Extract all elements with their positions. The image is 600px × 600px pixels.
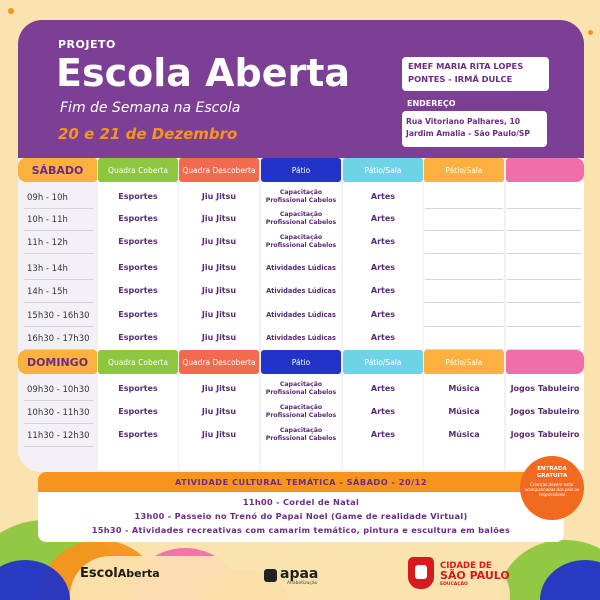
school-name-line: EMEF MARIA RITA LOPES <box>408 61 524 71</box>
activity-cell: Artes <box>370 263 396 272</box>
time-slot: 14h - 15h <box>27 287 68 297</box>
apaa-logo: apaa <box>280 566 319 582</box>
time-slot: 11h - 12h <box>27 238 68 248</box>
address-line: Jardim Amalia - São Paulo/SP <box>406 129 530 138</box>
activity-cell: Artes <box>370 286 396 295</box>
activity-cell: Artes <box>370 214 396 223</box>
activity-cell: Jiu Jitsu <box>201 430 237 439</box>
row-divider <box>24 423 94 424</box>
row-divider <box>507 208 581 209</box>
activity-cell: Música <box>448 407 480 416</box>
activity-cell: Esportes <box>118 214 158 223</box>
row-divider <box>507 253 581 254</box>
cultural-header: ATIVIDADE CULTURAL TEMÁTICA - SÁBADO - 20/12 <box>38 472 564 492</box>
row-divider <box>507 302 581 303</box>
logo-text: Escol <box>80 566 118 581</box>
decor-dot <box>8 8 14 14</box>
city-seal-icon <box>408 557 434 589</box>
row-divider <box>425 302 503 303</box>
activity-cell: Esportes <box>118 384 158 393</box>
activity-cell: Esportes <box>118 333 158 342</box>
activity-cell: Esportes <box>118 286 158 295</box>
school-name-line: PONTES - IRMÃ DULCE <box>408 74 513 84</box>
apaa-subtitle: Alfabetização <box>287 581 318 586</box>
free-entry-badge <box>520 456 584 520</box>
row-divider <box>507 326 581 327</box>
time-slot: 11h30 - 12h30 <box>27 431 90 441</box>
row-divider <box>24 208 94 209</box>
project-label: PROJETO <box>58 38 116 51</box>
activity-cell: Jogos Tabuleiro <box>510 384 580 393</box>
badge-note: Crianças devem estar acompanhadas dos pais ou responsáveis <box>524 482 580 497</box>
activity-cell: Jogos Tabuleiro <box>510 430 580 439</box>
activity-cell: Artes <box>370 407 396 416</box>
activity-cell: Artes <box>370 430 396 439</box>
time-slot: 09h - 10h <box>27 193 68 203</box>
activity-cell: Jiu Jitsu <box>201 310 237 319</box>
page-title: Escola Aberta <box>56 51 351 95</box>
activity-cell: Esportes <box>118 407 158 416</box>
activity-cell: Artes <box>370 384 396 393</box>
col-header-patio-sala-2: Pátio/Sala <box>424 350 504 374</box>
cidade-line: EDUCAÇÃO <box>440 582 468 587</box>
event-date: 20 e 21 de Dezembro <box>58 125 238 143</box>
row-divider <box>507 230 581 231</box>
row-divider <box>425 208 503 209</box>
activity-cell: Jiu Jitsu <box>201 237 237 246</box>
row-divider <box>24 302 94 303</box>
time-slot: 16h30 - 17h30 <box>27 334 90 344</box>
address-label: ENDEREÇO <box>407 99 456 108</box>
row-divider <box>24 326 94 327</box>
address-box <box>402 111 547 147</box>
activity-cell: Artes <box>370 192 396 201</box>
activity-cell: Capacitação Profissional Cabelos <box>265 211 337 226</box>
activity-cell: Artes <box>370 310 396 319</box>
activity-cell: Jiu Jitsu <box>201 333 237 342</box>
row-divider <box>425 279 503 280</box>
cultural-item: 13h00 - Passeio no Trenó do Papai Noel (Game de realidade Virtual) <box>134 511 468 521</box>
row-divider <box>24 279 94 280</box>
row-divider <box>425 326 503 327</box>
address-line: Rua Vitoriano Palhares, 10 <box>406 117 521 126</box>
col-header-patio: Pátio <box>261 350 341 374</box>
activity-cell: Artes <box>370 333 396 342</box>
col-header-patio-sala-2: Pátio/Sala <box>424 158 504 182</box>
escola-aberta-logo <box>80 566 160 581</box>
time-slot: 10h - 11h <box>27 215 68 225</box>
col-header-quadra-descoberta: Quadra Descoberta <box>179 158 259 182</box>
col-header-patio: Pátio <box>261 158 341 182</box>
activity-cell: Esportes <box>118 263 158 272</box>
col-header-quadra-coberta: Quadra Coberta <box>98 158 178 182</box>
activity-cell: Esportes <box>118 430 158 439</box>
cidade-sp-logo <box>440 562 510 589</box>
row-divider <box>24 230 94 231</box>
activity-cell: Jiu Jitsu <box>201 263 237 272</box>
time-slot: 09h30 - 10h30 <box>27 385 90 395</box>
activity-cell: Capacitação Profissional Cabelos <box>265 189 337 204</box>
activity-cell: Jiu Jitsu <box>201 407 237 416</box>
activity-cell: Esportes <box>118 310 158 319</box>
col-header-quadra-descoberta: Quadra Descoberta <box>179 350 259 374</box>
cidade-line: CIDADE DE <box>440 561 492 571</box>
activity-cell: Esportes <box>118 237 158 246</box>
day-label: DOMINGO <box>18 350 97 374</box>
activity-cell: Capacitação Profissional Cabelos <box>265 381 337 396</box>
activity-cell: Atividades Lúdicas <box>266 287 336 295</box>
page-subtitle: Fim de Semana na Escola <box>60 100 241 116</box>
row-divider <box>425 230 503 231</box>
badge-line: GRATUITA <box>536 473 568 479</box>
decor-dot <box>588 30 593 35</box>
col-header-patio-sala: Pátio/Sala <box>343 158 423 182</box>
activity-cell: Capacitação Profissional Cabelos <box>265 234 337 249</box>
school-name-box <box>402 57 549 91</box>
activity-cell: Jiu Jitsu <box>201 192 237 201</box>
cultural-item: 11h00 - Cordel de Natal <box>242 497 360 507</box>
time-slot: 15h30 - 16h30 <box>27 311 90 321</box>
col-header-quadra-coberta: Quadra Coberta <box>98 350 178 374</box>
row-divider <box>24 253 94 254</box>
col-header-blank <box>506 158 584 182</box>
day-label: SÁBADO <box>18 158 97 182</box>
activity-cell: Jiu Jitsu <box>201 384 237 393</box>
activity-cell: Jiu Jitsu <box>201 214 237 223</box>
time-slot: 13h - 14h <box>27 264 68 274</box>
logo-text: Aberta <box>117 567 160 580</box>
activity-cell: Artes <box>370 237 396 246</box>
cidade-line: SÃO PAULO <box>440 569 510 582</box>
activity-cell: Atividades Lúdicas <box>266 264 336 272</box>
badge-line: ENTRADA <box>537 466 567 472</box>
row-divider <box>425 253 503 254</box>
activity-cell: Esportes <box>118 192 158 201</box>
activity-cell: Música <box>448 384 480 393</box>
activity-cell: Música <box>448 430 480 439</box>
cultural-item: 15h30 - Atividades recreativas com camarim temático, pintura e escultura em balões <box>91 525 511 535</box>
activity-cell: Atividades Lúdicas <box>266 311 336 319</box>
row-divider <box>24 446 94 447</box>
time-slot: 10h30 - 11h30 <box>27 408 90 418</box>
row-divider <box>24 400 94 401</box>
activity-cell: Jogos Tabuleiro <box>510 407 580 416</box>
activity-cell: Capacitação Profissional Cabelos <box>265 427 337 442</box>
col-header-blank <box>506 350 584 374</box>
cultural-activity-box <box>38 472 564 542</box>
apaa-icon <box>264 569 277 582</box>
activity-cell: Capacitação Profissional Cabelos <box>265 404 337 419</box>
row-divider <box>507 279 581 280</box>
activity-cell: Atividades Lúdicas <box>266 334 336 342</box>
col-header-patio-sala: Pátio/Sala <box>343 350 423 374</box>
activity-cell: Jiu Jitsu <box>201 286 237 295</box>
